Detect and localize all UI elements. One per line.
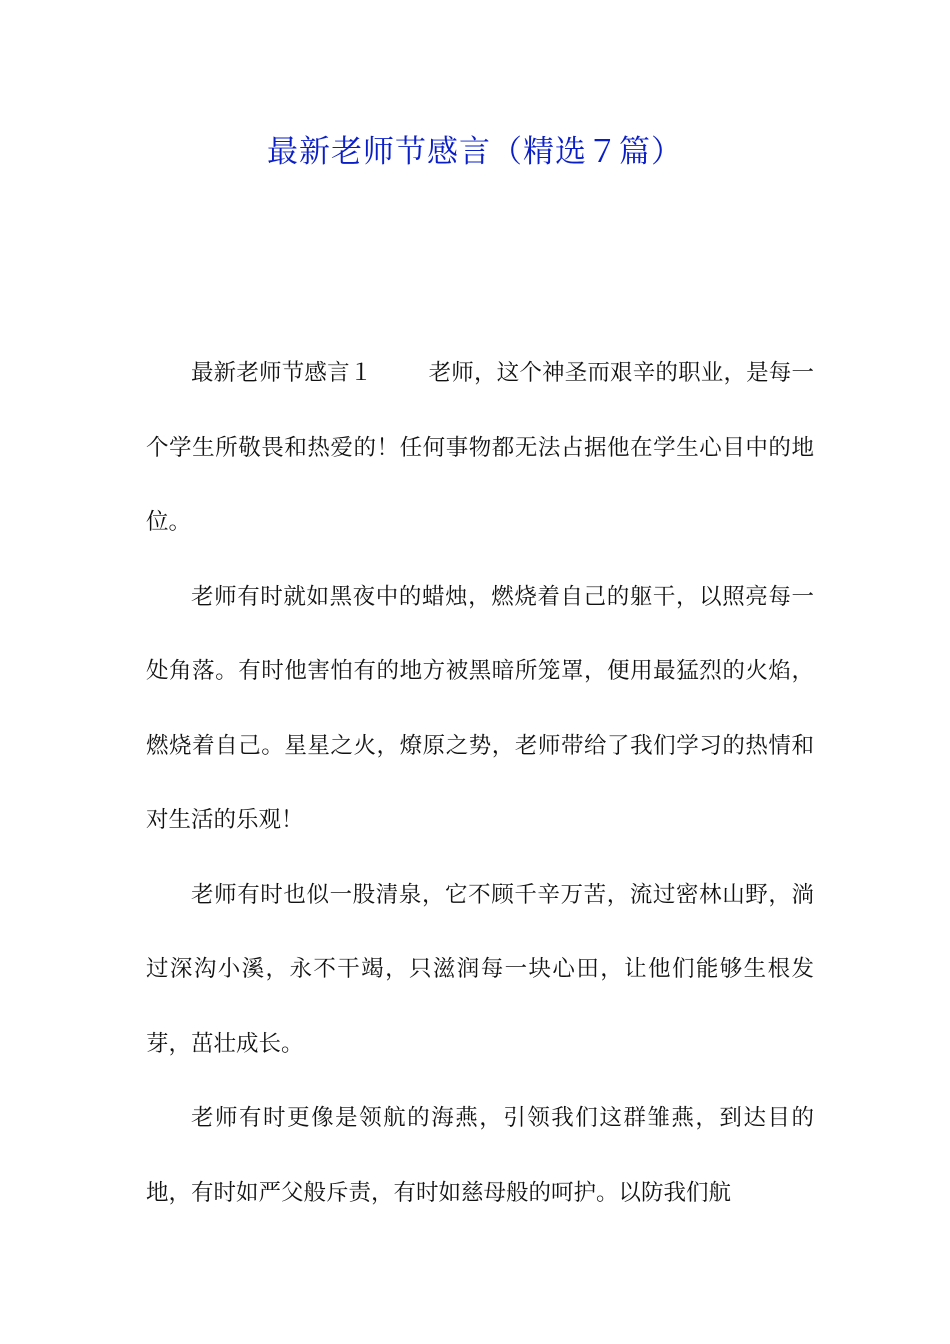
paragraph-1 <box>146 336 814 560</box>
paragraph-4: 老师有时更像是领航的海燕，引领我们这群雏燕，到达目的地，有时如严父般斥责，有时如慈母般的呵护。以防我们航 <box>146 1105 814 1206</box>
paragraph-1-text: 老师，这个神圣而艰辛的职业，是每一个学生所敬畏和热爱的！任何事物都无法占据他在学生心目中的地位。 <box>146 360 814 535</box>
document-title: 最新老师节感言（精选７篇） <box>267 134 683 170</box>
paragraph-3: 老师有时也似一股清泉，它不顾千辛万苦，流过密林山野，淌过深沟小溪，永不干竭，只滋润每一块心田，让他们能够生根发芽，茁壮成长。 <box>146 881 814 1057</box>
section-heading: 最新老师节感言１ <box>191 360 373 386</box>
document-body <box>146 336 814 1230</box>
paragraph-2: 老师有时就如黑夜中的蜡烛，燃烧着自己的躯干，以照亮每一处角落。有时他害怕有的地方被黑暗所笼罩，便用最猛烈的火焰，燃烧着自己。星星之火，燎原之势，老师带给了我们学习的热情和对生活的乐观！ <box>146 583 814 833</box>
